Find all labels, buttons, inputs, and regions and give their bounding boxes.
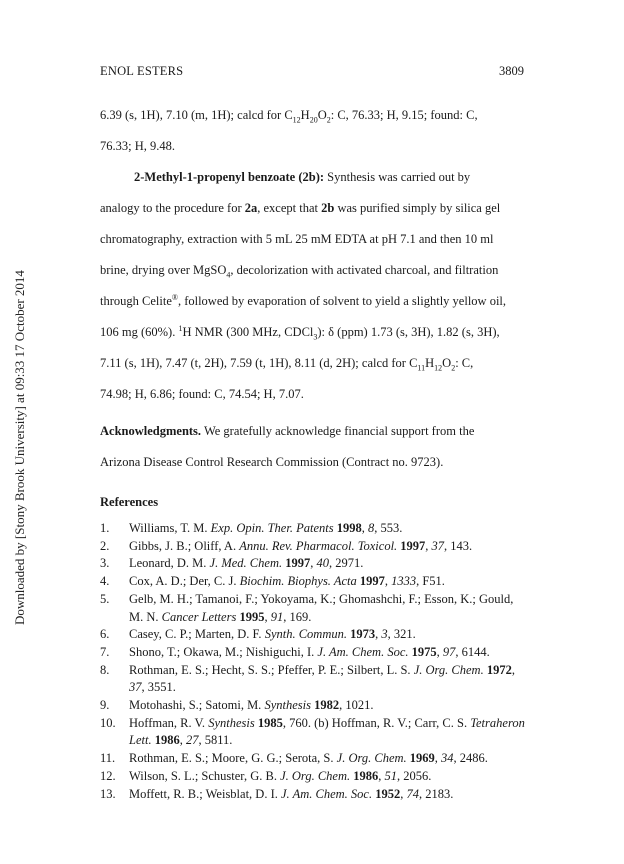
text-line: through Celite®, followed by evaporation of solvent to yield a slightly yellow oil, xyxy=(100,292,507,308)
reference-text: Rothman, E. S.; Moore, G. G.; Serota, S. J. Org. Chem. 1969, 34, 2486. xyxy=(129,751,488,766)
reference-text: Shono, T.; Okawa, M.; Nishiguchi, I. J. Am. Chem. Soc. 1975, 97, 6144. xyxy=(129,644,490,659)
reference-number: 2. xyxy=(100,538,110,553)
text-line: 7.11 (s, 1H), 7.47 (t, 2H), 7.59 (t, 1H), 8.11 (d, 2H); calcd for $C_{11}H_{12}O_2$: C, xyxy=(100,356,474,373)
reference-text: Casey, C. P.; Marten, D. F. Synth. Commun. 1973, 3, 321. xyxy=(129,627,416,642)
reference-text: Rothman, E. S.; Hecht, S. S.; Pfeffer, P. E.; Silbert, L. S. J. Org. Chem. 1972, 37, 3551. xyxy=(129,662,515,695)
download-stamp: Downloaded by [Stony Brook University] at 09:33 17 October 2014 xyxy=(12,270,27,625)
ack-heading: Acknowledgments. xyxy=(100,424,202,438)
reference-text: Motohashi, S.; Satomi, M. Synthesis 1982, 1021. xyxy=(129,698,374,713)
reference-number: 8. xyxy=(100,662,110,677)
text-line: 74.98; H, 6.86; found: C, 74.54; H, 7.07. xyxy=(100,387,304,401)
reference-item xyxy=(100,573,530,591)
text-line: brine, drying over MgSO$_4$, decolorization with activated charcoal, and filtration xyxy=(100,263,499,280)
page-header xyxy=(100,64,524,79)
reference-text: Hoffman, R. V. Synthesis 1985, 760. (b) Hoffman, R. V.; Carr, C. S. Tetraheron Lett. 1986, 27, 5811. xyxy=(129,715,525,748)
reference-number: 7. xyxy=(100,644,110,659)
text-line: 106 mg (60%). $^1$H NMR (300 MHz, CDCl$_3$): δ (ppm) 1.73 (s, 3H), 1.82 (s, 3H), xyxy=(100,323,500,342)
text-line: chromatography, extraction with 5 mL 25 mM EDTA at pH 7.1 and then 10 ml xyxy=(100,232,494,246)
reference-text: Leonard, D. M. J. Med. Chem. 1997, 40, 2971. xyxy=(129,556,364,571)
reference-number: 9. xyxy=(100,698,110,713)
text-line: 76.33; H, 9.48. xyxy=(100,139,175,153)
reference-number: 12. xyxy=(100,768,116,783)
running-title: ENOL ESTERS xyxy=(100,64,184,78)
reference-number: 13. xyxy=(100,786,116,801)
reference-text: Wilson, S. L.; Schuster, G. B. J. Org. Chem. 1986, 51, 2056. xyxy=(129,768,432,783)
experimental-text xyxy=(100,100,524,410)
reference-text: Williams, T. M. Exp. Opin. Ther. Patents 1998, 8, 553. xyxy=(129,521,403,535)
reference-number: 11. xyxy=(100,751,116,766)
reference-text: Cox, A. D.; Der, C. J. Biochim. Biophys. Acta 1997, 1333, F51. xyxy=(129,574,445,589)
reference-item xyxy=(100,555,530,573)
reference-item xyxy=(100,644,530,662)
reference-item xyxy=(100,520,530,538)
reference-list xyxy=(100,520,530,803)
reference-item xyxy=(100,750,530,768)
reference-item xyxy=(100,626,530,644)
reference-number: 1. xyxy=(100,521,110,535)
reference-item xyxy=(100,538,530,556)
reference-number: 10. xyxy=(100,715,116,730)
page-number: 3809 xyxy=(499,64,524,78)
references-heading: References xyxy=(100,495,159,509)
reference-text: Gelb, M. H.; Tamanoi, F.; Yokoyama, K.; Ghomashchi, F.; Esson, K.; Gould, M. N. Cancer Letters 1995, 91, 169. xyxy=(129,591,514,624)
reference-text: Moffett, R. B.; Weisblat, D. I. J. Am. Chem. Soc. 1952, 74, 2183. xyxy=(129,786,454,801)
reference-item xyxy=(100,715,530,750)
reference-item xyxy=(100,786,530,804)
reference-number: 3. xyxy=(100,556,110,571)
reference-item xyxy=(100,591,530,626)
reference-number: 4. xyxy=(100,574,110,589)
reference-item xyxy=(100,697,530,715)
acknowledgments: Acknowledgments. We gratefully acknowledge financial support from the Arizona Disease Control Research Commission (Contract no. 9723). xyxy=(100,424,475,469)
compound-paragraph-start: 2-Methyl-1-propenyl benzoate (2b): Synthesis was carried out by xyxy=(134,170,471,184)
reference-item xyxy=(100,662,530,697)
text-line: analogy to the procedure for 2a, except that 2b was purified simply by silica gel xyxy=(100,201,501,215)
reference-number: 5. xyxy=(100,591,110,606)
compound-title: 2-Methyl-1-propenyl benzoate (2b): xyxy=(134,170,325,184)
reference-item xyxy=(100,768,530,786)
reference-number: 6. xyxy=(100,627,110,642)
text-line: 6.39 (s, 1H), 7.10 (m, 1H); calcd for $C_{12}H_{20}O_2$: C, 76.33; H, 9.15; found: C, xyxy=(100,108,478,125)
reference-text: Gibbs, J. B.; Oliff, A. Annu. Rev. Pharmacol. Toxicol. 1997, 37, 143. xyxy=(129,538,473,553)
